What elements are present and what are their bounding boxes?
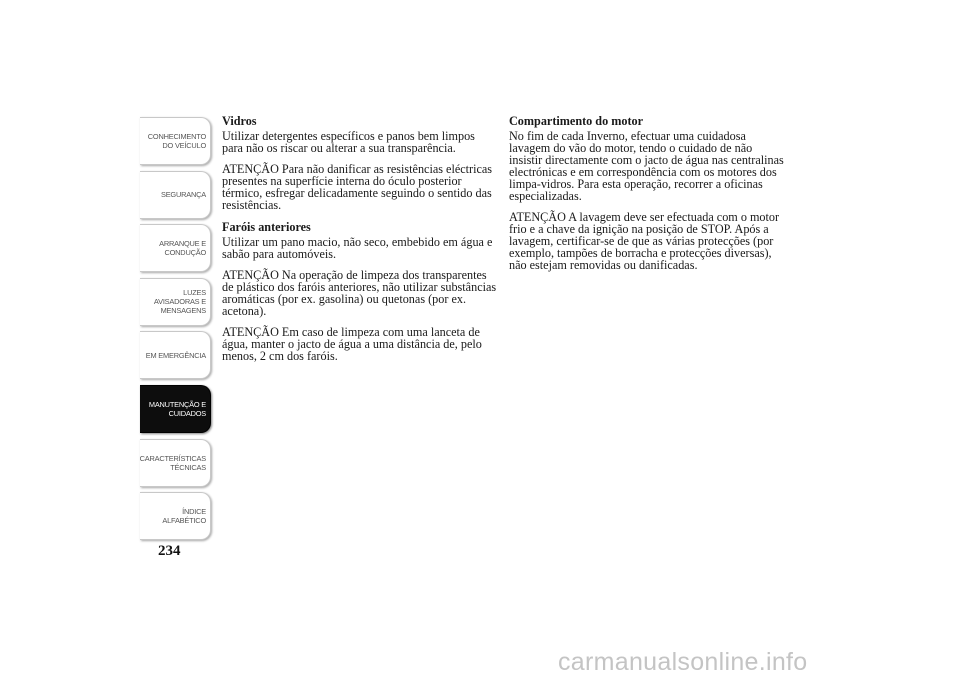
tab-label: SEGURANÇA — [160, 190, 206, 200]
tab-label: CONHECIMENTO DO VEÍCULO — [147, 132, 206, 150]
section-heading-motor: Compartimento do motor — [509, 114, 644, 128]
tab-label: EM EMERGÊNCIA — [145, 350, 206, 360]
warning-paragraph: ATENÇÃO Para não danificar as resistências eléctricas presentes na superfície interna do óculo posterior térmico, esfregar delicadamente seguindo o sentido das resistências. — [222, 162, 493, 212]
tab-seguranca[interactable] — [140, 171, 211, 219]
tab-manutencao-e-cuidados[interactable] — [140, 385, 211, 433]
tab-indice-alfabetico[interactable] — [140, 492, 211, 540]
section-heading-farois: Faróis anteriores — [222, 220, 311, 234]
chapter-tabs — [140, 117, 211, 546]
tab-label: MANUTENÇÃO E CUIDADOS — [148, 399, 206, 418]
tab-luzes-avisadoras-e-mensagens[interactable] — [140, 278, 211, 326]
tab-label: ARRANQUE E CONDUÇÃO — [159, 239, 206, 258]
tab-label: ÍNDICE ALFABÉTICO — [162, 507, 206, 526]
tab-em-emergencia[interactable] — [140, 331, 211, 379]
watermark: carmanualsonline.info — [558, 648, 808, 676]
paragraph: No fim de cada Inverno, efectuar uma cuidadosa lavagem do vão do motor, tendo o cuidado de não insistir directamente com o jacto de água nas centralinas electrónicas e em correspondência com os motores dos limpa-vidros. Para esta operação, recorrer a oficinas especializadas. — [509, 129, 784, 203]
tab-conhecimento-do-veiculo[interactable] — [140, 117, 211, 165]
tab-label: CARACTERÍSTICAS TÉCNICAS — [139, 453, 206, 472]
left-column — [222, 114, 497, 371]
paragraph: Utilizar detergentes específicos e panos bem limpos para não os riscar ou alterar a sua transparência. — [222, 129, 475, 155]
right-column — [509, 114, 784, 280]
warning-paragraph: ATENÇÃO A lavagem deve ser efectuada com o motor frio e a chave da ignição na posição de STOP. Após a lavagem, certificar-se de que as várias protecções (por exemplo, tampões de borracha e protecções diversas), não estejam removidas ou danificadas. — [509, 210, 780, 272]
tab-arranque-e-conducao[interactable] — [140, 224, 211, 272]
tab-caracteristicas-tecnicas[interactable] — [140, 439, 211, 487]
paragraph: Utilizar um pano macio, não seco, embebido em água e sabão para automóveis. — [222, 235, 493, 261]
tab-label: LUZES AVISADORAS E MENSAGENS — [153, 288, 206, 316]
warning-paragraph: ATENÇÃO Na operação de limpeza dos transparentes de plástico dos faróis anteriores, não utilizar substâncias aromáticas (por ex. gasolina) ou quetonas (por ex. acetona). — [222, 268, 497, 318]
warning-paragraph: ATENÇÃO Em caso de limpeza com uma lanceta de água, manter o jacto de água a uma distância de, pelo menos, 2 cm dos faróis. — [222, 325, 482, 363]
section-heading-vidros: Vidros — [222, 114, 257, 128]
page-number: 234 — [158, 543, 181, 559]
